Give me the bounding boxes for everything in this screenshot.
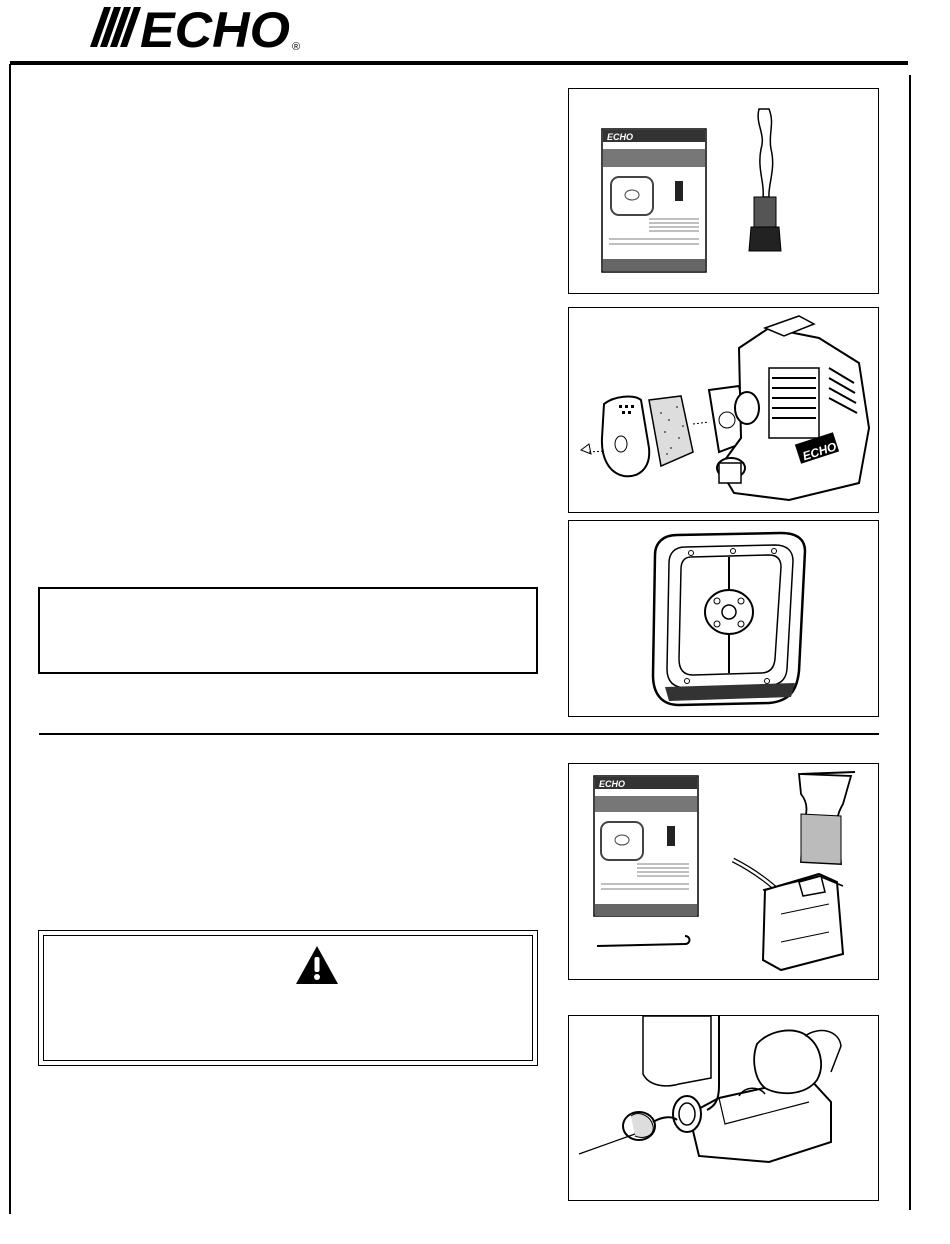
right-margin-rule [909, 75, 911, 1210]
logo-wordmark: ECHO [140, 3, 291, 51]
figure-fuel-tank-filter [568, 1015, 879, 1201]
manual-and-brush-icon [569, 89, 880, 295]
notice-box [38, 587, 538, 674]
registered-mark: ® [292, 41, 301, 51]
figure-manual-brush [568, 88, 879, 294]
engine-exploded-icon [569, 308, 880, 514]
figure-manual-funnel-fuelcan [568, 763, 879, 980]
echo-logo [82, 3, 307, 51]
air-filter-cover-icon [569, 521, 880, 718]
figure-engine-exploded [568, 307, 879, 513]
warning-box-inner [43, 935, 533, 1061]
header-rule [10, 61, 908, 65]
manual-funnel-fuel-can-icon [569, 764, 880, 981]
warning-triangle-icon [294, 944, 340, 986]
manual-logo: ECHO [607, 132, 634, 142]
engine-logo: ECHO [800, 439, 839, 464]
left-margin-rule [9, 64, 11, 1214]
section-divider [39, 733, 879, 735]
warning-box [38, 930, 538, 1066]
fuel-filter-in-tank-icon [569, 1016, 880, 1202]
manual-logo-2: ECHO [599, 779, 626, 789]
figure-filter-cover [568, 520, 879, 717]
